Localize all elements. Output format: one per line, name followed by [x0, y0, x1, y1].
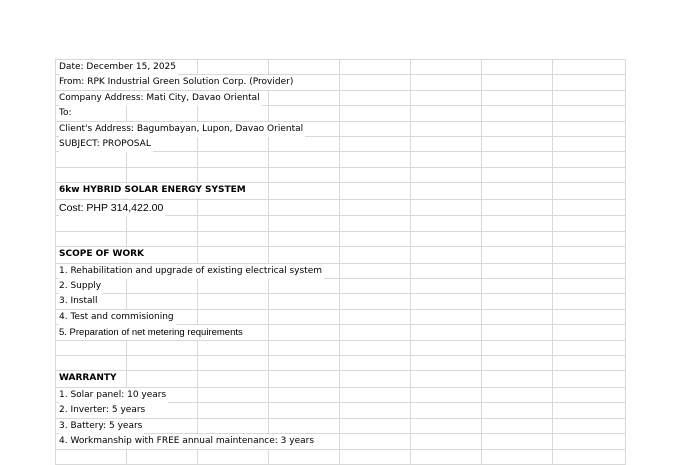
- sheet-cell[interactable]: [411, 403, 482, 417]
- sheet-cell[interactable]: [411, 264, 482, 278]
- sheet-cell[interactable]: [269, 403, 340, 417]
- sheet-cell[interactable]: [127, 279, 198, 293]
- sheet-cell[interactable]: [269, 419, 340, 433]
- sheet-cell[interactable]: [411, 247, 482, 263]
- sheet-cell[interactable]: [482, 294, 553, 308]
- sheet-cell[interactable]: [269, 294, 340, 308]
- sheet-cell[interactable]: [56, 356, 127, 370]
- sheet-row: [56, 75, 626, 90]
- sheet-cell[interactable]: [269, 137, 340, 151]
- sheet-cell[interactable]: [56, 216, 127, 230]
- sheet-cell[interactable]: [482, 371, 553, 387]
- sheet-row: [56, 450, 626, 465]
- sheet-cell[interactable]: [127, 216, 198, 230]
- sheet-cell[interactable]: [411, 137, 482, 151]
- sheet-cell[interactable]: [269, 106, 340, 120]
- sheet-cell[interactable]: [340, 247, 411, 263]
- sheet-cell[interactable]: [198, 294, 269, 308]
- sheet-cell[interactable]: [269, 388, 340, 402]
- sheet-cell[interactable]: [553, 356, 626, 370]
- sheet-cell[interactable]: [411, 325, 482, 339]
- sheet-cell[interactable]: [56, 168, 127, 182]
- sheet-cell[interactable]: [411, 152, 482, 166]
- sheet-cell[interactable]: [198, 388, 269, 402]
- sheet-cell[interactable]: [340, 310, 411, 324]
- sheet-cell[interactable]: [411, 341, 482, 355]
- sheet-cell[interactable]: [411, 91, 482, 105]
- sheet-row: [56, 279, 626, 294]
- sheet-cell[interactable]: [340, 106, 411, 120]
- sheet-cell[interactable]: [340, 434, 411, 448]
- sheet-cell[interactable]: [340, 200, 411, 216]
- sheet-cell[interactable]: [127, 168, 198, 182]
- cell-text: Date: December 15, 2025: [59, 60, 178, 75]
- sheet-cell[interactable]: [553, 264, 626, 278]
- sheet-cell[interactable]: [553, 200, 626, 216]
- sheet-cell[interactable]: [482, 200, 553, 216]
- row-cells: [56, 232, 626, 246]
- sheet-cell[interactable]: [411, 168, 482, 182]
- sheet-cell[interactable]: [482, 152, 553, 166]
- sheet-row: [56, 91, 626, 106]
- sheet-cell[interactable]: [553, 371, 626, 387]
- sheet-cell[interactable]: [482, 168, 553, 182]
- sheet-cell[interactable]: [198, 371, 269, 387]
- sheet-cell[interactable]: [340, 325, 411, 339]
- cell-text: SUBJECT: PROPOSAL: [59, 137, 153, 152]
- sheet-cell[interactable]: [482, 60, 553, 74]
- cell-text: Client's Address: Bagumbayan, Lupon, Davao Oriental: [59, 122, 305, 137]
- sheet-cell[interactable]: [198, 106, 269, 120]
- sheet-cell[interactable]: [269, 356, 340, 370]
- sheet-cell[interactable]: [198, 247, 269, 263]
- sheet-cell[interactable]: [56, 450, 127, 464]
- sheet-cell[interactable]: [127, 341, 198, 355]
- sheet-cell[interactable]: [553, 419, 626, 433]
- sheet-cell[interactable]: [340, 152, 411, 166]
- sheet-cell[interactable]: [553, 279, 626, 293]
- sheet-cell[interactable]: [198, 232, 269, 246]
- sheet-cell[interactable]: [411, 279, 482, 293]
- row-cells: [56, 356, 626, 370]
- sheet-cell[interactable]: [198, 450, 269, 464]
- sheet-cell[interactable]: [127, 106, 198, 120]
- sheet-cell[interactable]: [340, 75, 411, 89]
- sheet-cell[interactable]: [198, 152, 269, 166]
- sheet-row: [56, 403, 626, 418]
- sheet-cell[interactable]: [553, 325, 626, 339]
- sheet-cell[interactable]: [340, 388, 411, 402]
- sheet-cell[interactable]: [340, 91, 411, 105]
- sheet-cell[interactable]: [269, 152, 340, 166]
- sheet-cell[interactable]: [198, 356, 269, 370]
- sheet-cell[interactable]: [198, 279, 269, 293]
- sheet-cell[interactable]: [269, 247, 340, 263]
- sheet-cell[interactable]: [553, 183, 626, 199]
- cell-text: 2. Inverter: 5 years: [59, 403, 147, 418]
- sheet-row: [56, 294, 626, 309]
- sheet-cell[interactable]: [553, 216, 626, 230]
- sheet-cell[interactable]: [340, 232, 411, 246]
- sheet-cell[interactable]: [269, 310, 340, 324]
- sheet-row: [56, 388, 626, 403]
- sheet-cell[interactable]: [482, 264, 553, 278]
- sheet-cell[interactable]: [482, 106, 553, 120]
- sheet-row: [56, 168, 626, 183]
- cell-text: 3. Battery: 5 years: [59, 419, 144, 434]
- row-cells: [56, 216, 626, 230]
- sheet-cell[interactable]: [482, 183, 553, 199]
- row-cells: [56, 106, 626, 120]
- sheet-cell[interactable]: [269, 216, 340, 230]
- sheet-cell[interactable]: [482, 91, 553, 105]
- sheet-cell[interactable]: [340, 264, 411, 278]
- sheet-cell[interactable]: [340, 356, 411, 370]
- row-cells: [56, 152, 626, 166]
- sheet-row: [56, 152, 626, 167]
- sheet-cell[interactable]: [127, 356, 198, 370]
- sheet-row: [56, 310, 626, 325]
- sheet-cell[interactable]: [553, 168, 626, 182]
- sheet-cell[interactable]: [411, 75, 482, 89]
- sheet-cell[interactable]: [411, 388, 482, 402]
- sheet-cell[interactable]: [482, 341, 553, 355]
- sheet-cell[interactable]: [411, 419, 482, 433]
- row-cells: [56, 341, 626, 355]
- sheet-cell[interactable]: [482, 216, 553, 230]
- sheet-cell[interactable]: [340, 419, 411, 433]
- cell-text: WARRANTY: [59, 371, 119, 386]
- sheet-row: [56, 232, 626, 247]
- sheet-cell[interactable]: [553, 434, 626, 448]
- sheet-cell[interactable]: [269, 183, 340, 199]
- sheet-row: [56, 200, 626, 217]
- sheet-cell[interactable]: [411, 232, 482, 246]
- sheet-cell[interactable]: [198, 403, 269, 417]
- sheet-cell[interactable]: [340, 137, 411, 151]
- sheet-cell[interactable]: [127, 294, 198, 308]
- cell-text: 1. Solar panel: 10 years: [59, 388, 168, 403]
- sheet-cell[interactable]: [553, 310, 626, 324]
- sheet-cell[interactable]: [198, 216, 269, 230]
- cell-text: 6kw HYBRID SOLAR ENERGY SYSTEM: [59, 183, 248, 198]
- sheet-cell[interactable]: [553, 60, 626, 74]
- cell-text: Cost: PHP 314,422.00: [59, 201, 164, 214]
- sheet-cell[interactable]: [269, 371, 340, 387]
- sheet-cell[interactable]: [411, 450, 482, 464]
- sheet-cell[interactable]: [482, 419, 553, 433]
- sheet-row: [56, 247, 626, 264]
- sheet-cell[interactable]: [553, 122, 626, 136]
- sheet-cell[interactable]: [553, 137, 626, 151]
- sheet-cell[interactable]: [411, 294, 482, 308]
- sheet-cell[interactable]: [553, 106, 626, 120]
- sheet-row: [56, 419, 626, 434]
- sheet-row: [56, 356, 626, 371]
- sheet-cell[interactable]: [411, 60, 482, 74]
- sheet-cell[interactable]: [340, 183, 411, 199]
- row-cells: [56, 279, 626, 293]
- sheet-cell[interactable]: [411, 216, 482, 230]
- cell-text: 4. Workmanship with FREE annual maintenance: 3 years: [59, 434, 316, 449]
- sheet-cell[interactable]: [269, 168, 340, 182]
- sheet-cell[interactable]: [482, 279, 553, 293]
- sheet-cell[interactable]: [198, 341, 269, 355]
- sheet-cell[interactable]: [340, 279, 411, 293]
- sheet-cell[interactable]: [553, 294, 626, 308]
- sheet-row: [56, 325, 626, 340]
- sheet-cell[interactable]: [269, 279, 340, 293]
- sheet-cell[interactable]: [340, 403, 411, 417]
- sheet-row: [56, 106, 626, 121]
- sheet-cell[interactable]: [198, 419, 269, 433]
- sheet-row: [56, 183, 626, 200]
- cell-text: From: RPK Industrial Green Solution Corp. (Provider): [59, 75, 295, 90]
- sheet-cell[interactable]: [553, 341, 626, 355]
- sheet-cell[interactable]: [482, 122, 553, 136]
- sheet-cell[interactable]: [340, 371, 411, 387]
- sheet-cell[interactable]: [269, 60, 340, 74]
- sheet-cell[interactable]: [553, 247, 626, 263]
- cell-text: 1. Rehabilitation and upgrade of existing electrical system: [59, 264, 324, 279]
- sheet-cell[interactable]: [482, 310, 553, 324]
- sheet-cell[interactable]: [553, 450, 626, 464]
- sheet-cell[interactable]: [553, 91, 626, 105]
- sheet-cell[interactable]: [127, 371, 198, 387]
- sheet-cell[interactable]: [198, 168, 269, 182]
- sheet-cell[interactable]: [482, 434, 553, 448]
- sheet-cell[interactable]: [340, 122, 411, 136]
- sheet-cell[interactable]: [482, 325, 553, 339]
- sheet-cell[interactable]: [482, 403, 553, 417]
- sheet-cell[interactable]: [340, 216, 411, 230]
- sheet-cell[interactable]: [56, 232, 127, 246]
- sheet-cell[interactable]: [340, 168, 411, 182]
- sheet-cell[interactable]: [340, 341, 411, 355]
- cell-text: SCOPE OF WORK: [59, 247, 146, 262]
- sheet-row: [56, 341, 626, 356]
- sheet-cell[interactable]: [269, 91, 340, 105]
- cell-text: 4. Test and commisioning: [59, 310, 176, 325]
- sheet-cell[interactable]: [56, 152, 127, 166]
- row-cells: [56, 168, 626, 182]
- sheet-cell[interactable]: [553, 403, 626, 417]
- sheet-row: [56, 264, 626, 279]
- sheet-cell[interactable]: [198, 60, 269, 74]
- sheet-row: [56, 60, 626, 75]
- sheet-cell[interactable]: [482, 137, 553, 151]
- sheet-row: [56, 122, 626, 137]
- sheet-cell[interactable]: [269, 232, 340, 246]
- sheet-cell[interactable]: [411, 371, 482, 387]
- sheet-row: [56, 434, 626, 449]
- sheet-cell[interactable]: [482, 247, 553, 263]
- cell-text: To:: [59, 106, 74, 121]
- cell-text: 2. Supply: [59, 279, 103, 294]
- row-cells: [56, 294, 626, 308]
- sheet-cell[interactable]: [269, 200, 340, 216]
- row-cells: [56, 371, 626, 387]
- sheet-cell[interactable]: [482, 388, 553, 402]
- sheet-cell[interactable]: [411, 183, 482, 199]
- sheet-cell[interactable]: [482, 75, 553, 89]
- sheet-cell[interactable]: [411, 200, 482, 216]
- sheet-cell[interactable]: [127, 232, 198, 246]
- sheet-cell[interactable]: [411, 310, 482, 324]
- sheet-row: [56, 371, 626, 388]
- sheet-cell[interactable]: [198, 137, 269, 151]
- sheet-cell[interactable]: [553, 388, 626, 402]
- sheet-cell[interactable]: [127, 450, 198, 464]
- sheet-cell[interactable]: [411, 356, 482, 370]
- sheet-cell[interactable]: [553, 232, 626, 246]
- cell-text: 5. Preparation of net metering requirements: [59, 327, 243, 339]
- sheet-cell[interactable]: [198, 310, 269, 324]
- sheet-cell[interactable]: [269, 325, 340, 339]
- sheet-cell[interactable]: [269, 341, 340, 355]
- sheet-cell[interactable]: [269, 450, 340, 464]
- sheet-cell[interactable]: [56, 341, 127, 355]
- spreadsheet-grid: [55, 59, 626, 465]
- sheet-row: [56, 216, 626, 231]
- sheet-cell[interactable]: [198, 200, 269, 216]
- cell-text: 3. Install: [59, 294, 100, 309]
- sheet-cell[interactable]: [411, 106, 482, 120]
- sheet-row: [56, 137, 626, 152]
- sheet-cell[interactable]: [340, 294, 411, 308]
- sheet-cell[interactable]: [411, 434, 482, 448]
- row-cells: [56, 450, 626, 464]
- sheet-cell[interactable]: [553, 152, 626, 166]
- cell-text: Company Address: Mati City, Davao Oriental: [59, 91, 262, 106]
- sheet-cell[interactable]: [411, 122, 482, 136]
- sheet-cell[interactable]: [482, 450, 553, 464]
- sheet-cell[interactable]: [482, 232, 553, 246]
- sheet-cell[interactable]: [553, 75, 626, 89]
- sheet-cell[interactable]: [340, 450, 411, 464]
- sheet-cell[interactable]: [482, 356, 553, 370]
- sheet-cell[interactable]: [127, 152, 198, 166]
- sheet-cell[interactable]: [340, 60, 411, 74]
